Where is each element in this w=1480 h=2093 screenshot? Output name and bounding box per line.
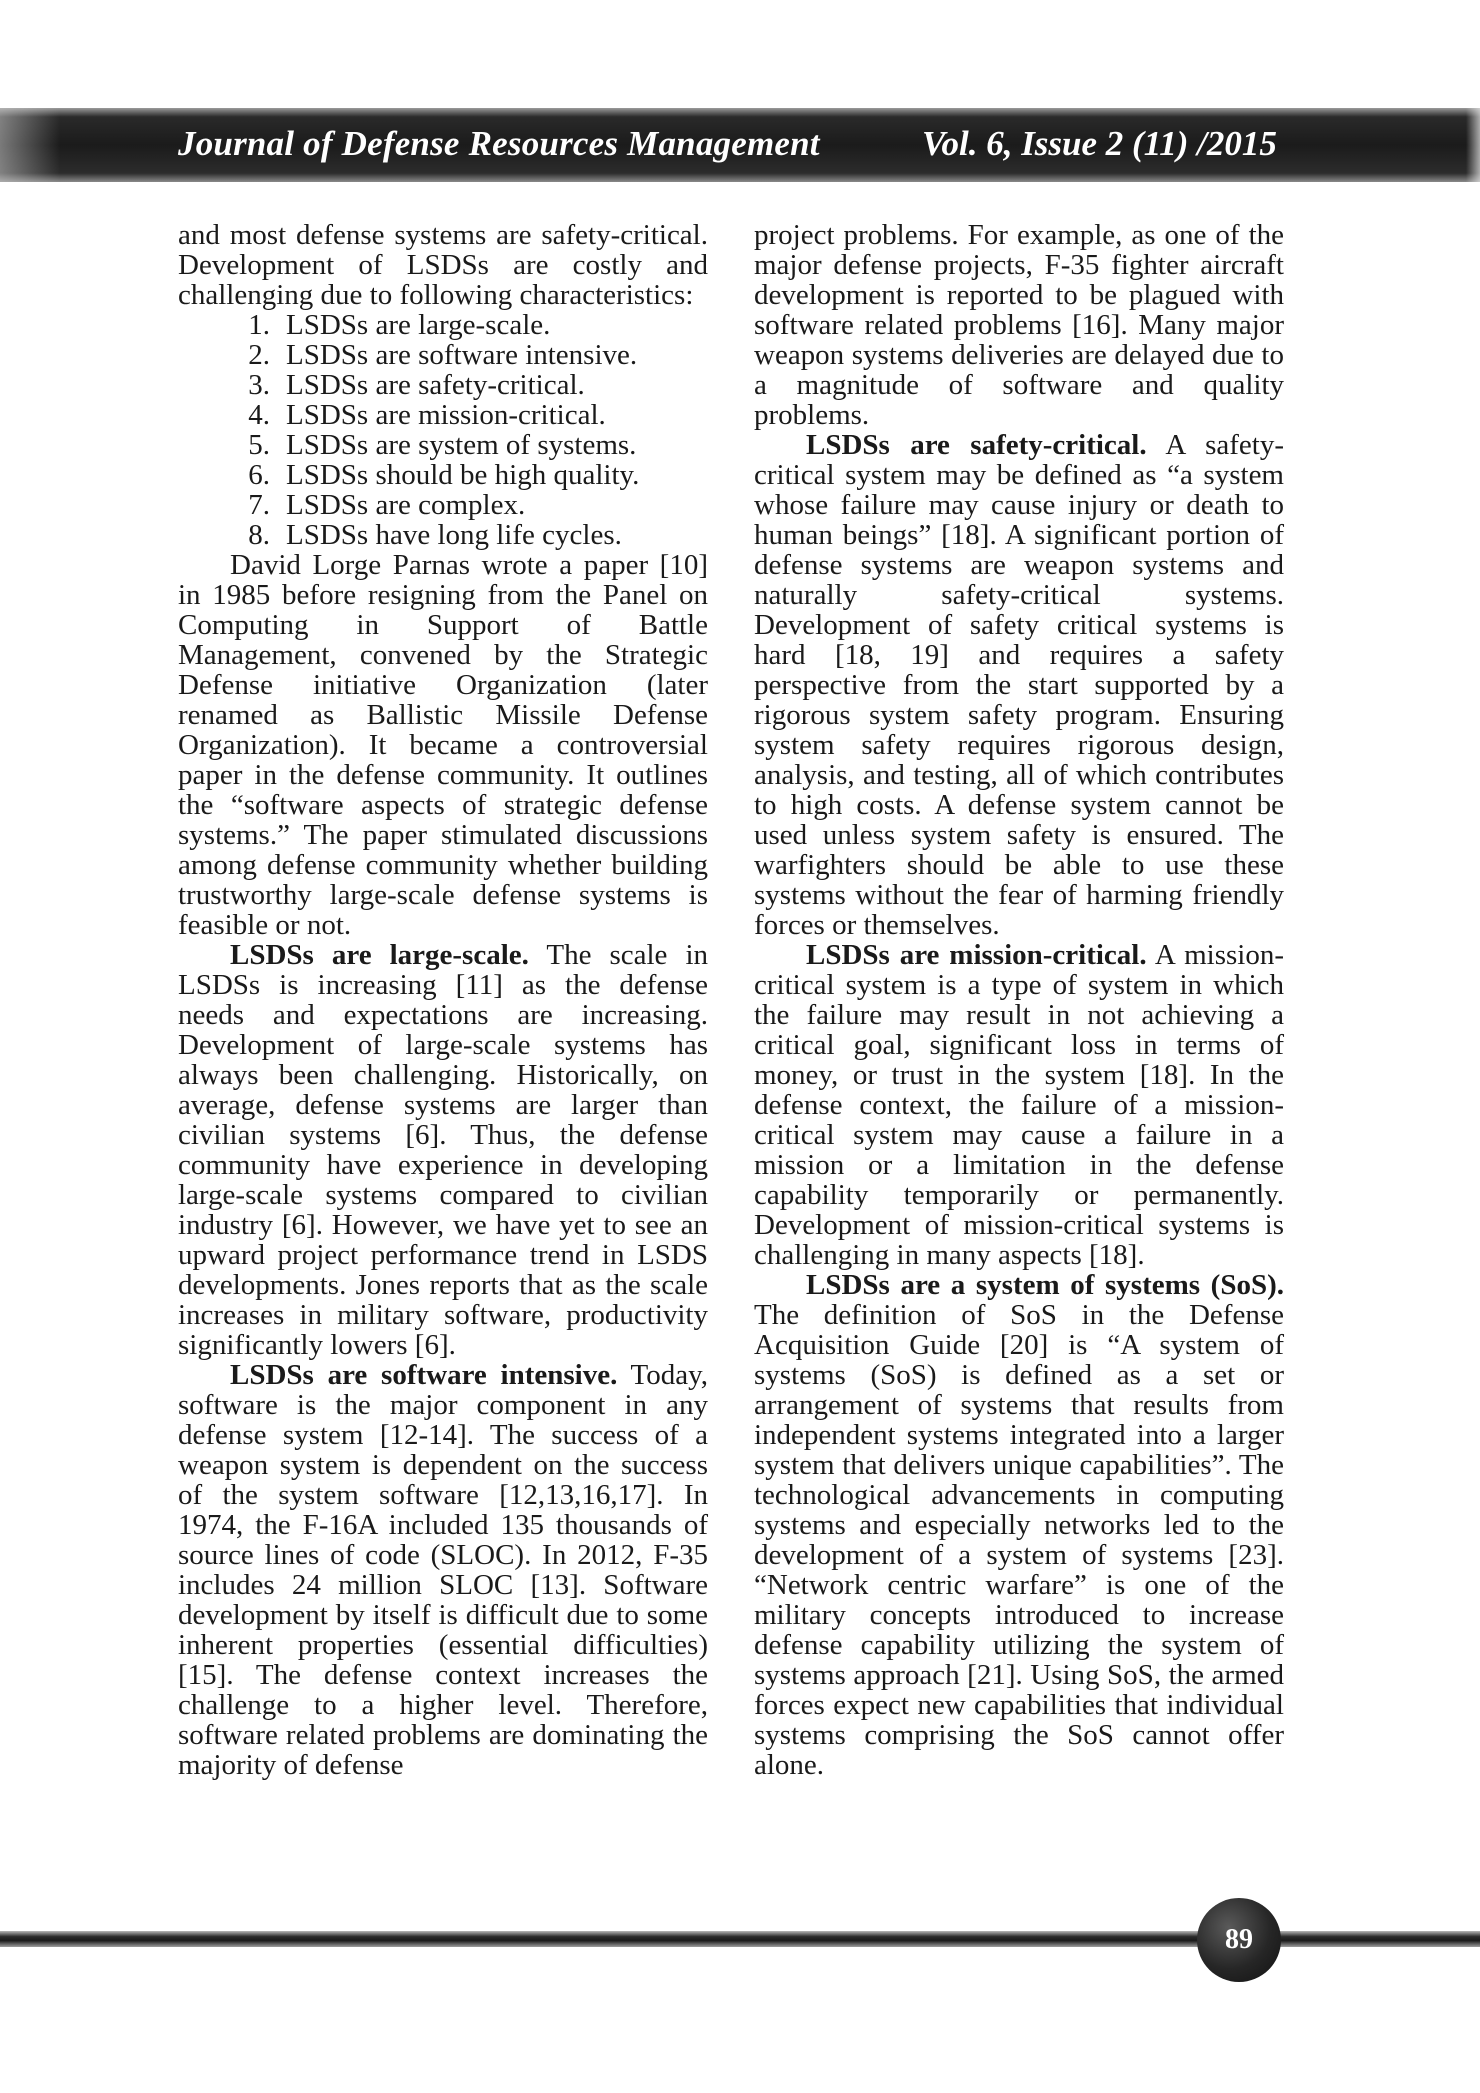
list-item [178,400,708,430]
section-heading: LSDSs are safety-critical. [806,429,1147,461]
list-item [178,310,708,340]
list-item-text: LSDSs are mission-critical. [286,399,606,431]
section-body: The scale in LSDSs is increasing [11] as the defense needs and expectations are increasing. Development of large-scale systems has always been challenging. Historically, on average, defense systems are larger than civilian systems [6]. Thus, the defense community have experience in developing large-scale systems compared to civilian industry [6]. However, we have yet to see an upward project performance trend in LSDS developments. Jones reports that as the scale increases in military software, productivity significantly lowers [6]. [178,939,708,1361]
section-body: A mission-critical system is a type of system in which the failure may result in not achieving a critical goal, significant loss in terms of money, or trust in the system [18]. In the defense context, the failure of a mission-critical system may cause a failure in a mission or a limitation in the defense capability temporarily or permanently. Development of mission-critical systems is challenging in many aspects [18]. [754,939,1284,1271]
parnas-paragraph: David Lorge Parnas wrote a paper [10] in 1985 before resigning from the Panel on Computing in Support of Battle Management, convened by the Strategic Defense initiative Organization (later renamed as Ballistic Missile Defense Organization). It became a controversial paper in the defense community. It outlines the “software aspects of strategic defense systems.” The paper stimulated discussions among defense community whether building trustworthy large-scale defense systems is feasible or not. [178,549,708,941]
page-number-badge: 89 [1197,1898,1281,1982]
section-body: Today, software is the major component in any defense system [12-14]. The success of a weapon system is dependent on the success of the system software [12,13,16,17]. In 1974, the F-16A included 135 thousands of source lines of code (SLOC). In 2012, F-35 includes 24 million SLOC [13]. Software development by itself is difficult due to some inherent properties (essential difficulties) [15]. The defense context increases the challenge to a higher level. Therefore, software related problems are dominating the majority of defense [178,1359,708,1781]
left-column [178,220,708,1780]
section-heading: LSDSs are mission-critical. [806,939,1147,971]
list-number: 7. [248,489,270,521]
large-scale-paragraph [178,940,708,1360]
list-number: 1. [248,309,270,341]
list-number: 6. [248,459,270,491]
software-intensive-paragraph [178,1360,708,1780]
right-column [754,220,1284,1780]
safety-critical-paragraph [754,430,1284,940]
section-body: A safety-critical system may be defined as “a system whose failure may cause injury or death to human beings” [18]. A significant portion of defense systems are weapon systems and naturally safety-critical systems. Development of safety critical systems is hard [18, 19] and requires a safety perspective from the start supported by a rigorous system safety program. Ensuring system safety requires rigorous design, analysis, and testing, all of which contributes to high costs. A defense system cannot be used unless system safety is ensured. The warfighters should be able to use these systems without the fear of harming friendly forces or themselves. [754,429,1284,941]
mission-critical-paragraph [754,940,1284,1270]
section-body: The definition of SoS in the Defense Acquisition Guide [20] is “A system of systems (SoS) is defined as a set or arrangement of systems that results from independent systems integrated into a larger system that delivers unique capabilities”. The technological advancements in computing systems and especially networks led to the development of a system of systems [23]. “Network centric warfare” is one of the military concepts introduced to increase defense capability utilizing the system of systems approach [21]. Using SoS, the armed forces expect new capabilities that individual systems comprising the SoS cannot offer alone. [754,1299,1284,1781]
section-heading: LSDSs are large-scale. [230,939,529,971]
list-item-text: LSDSs have long life cycles. [286,519,622,551]
list-item-text: LSDSs are system of systems. [286,429,637,461]
list-number: 3. [248,369,270,401]
volume-info: Vol. 6, Issue 2 (11) /2015 [922,124,1277,163]
characteristics-list [178,310,708,550]
list-number: 8. [248,519,270,551]
section-heading: LSDSs are software intensive. [230,1359,618,1391]
list-item [178,460,708,490]
list-item [178,520,708,550]
intro-paragraph: and most defense systems are safety-critical. Development of LSDSs are costly and challenging due to following characteristics: [178,219,708,311]
continuation-paragraph: project problems. For example, as one of the major defense projects, F-35 fighter aircraft development is reported to be plagued with software related problems [16]. Many major weapon systems deliveries are delayed due to a magnitude of software and quality problems. [754,219,1284,431]
list-item-text: LSDSs are large-scale. [286,309,551,341]
section-heading: LSDSs are a system of systems (SoS). [806,1269,1284,1301]
list-number: 2. [248,339,270,371]
list-item-text: LSDSs are safety-critical. [286,369,585,401]
sos-paragraph [754,1270,1284,1780]
list-item-text: LSDSs are complex. [286,489,526,521]
list-item [178,370,708,400]
list-item [178,430,708,460]
list-item-text: LSDSs are software intensive. [286,339,638,371]
journal-title: Journal of Defense Resources Management [178,124,820,163]
list-number: 5. [248,429,270,461]
list-item [178,490,708,520]
list-item-text: LSDSs should be high quality. [286,459,640,491]
list-number: 4. [248,399,270,431]
list-item [178,340,708,370]
